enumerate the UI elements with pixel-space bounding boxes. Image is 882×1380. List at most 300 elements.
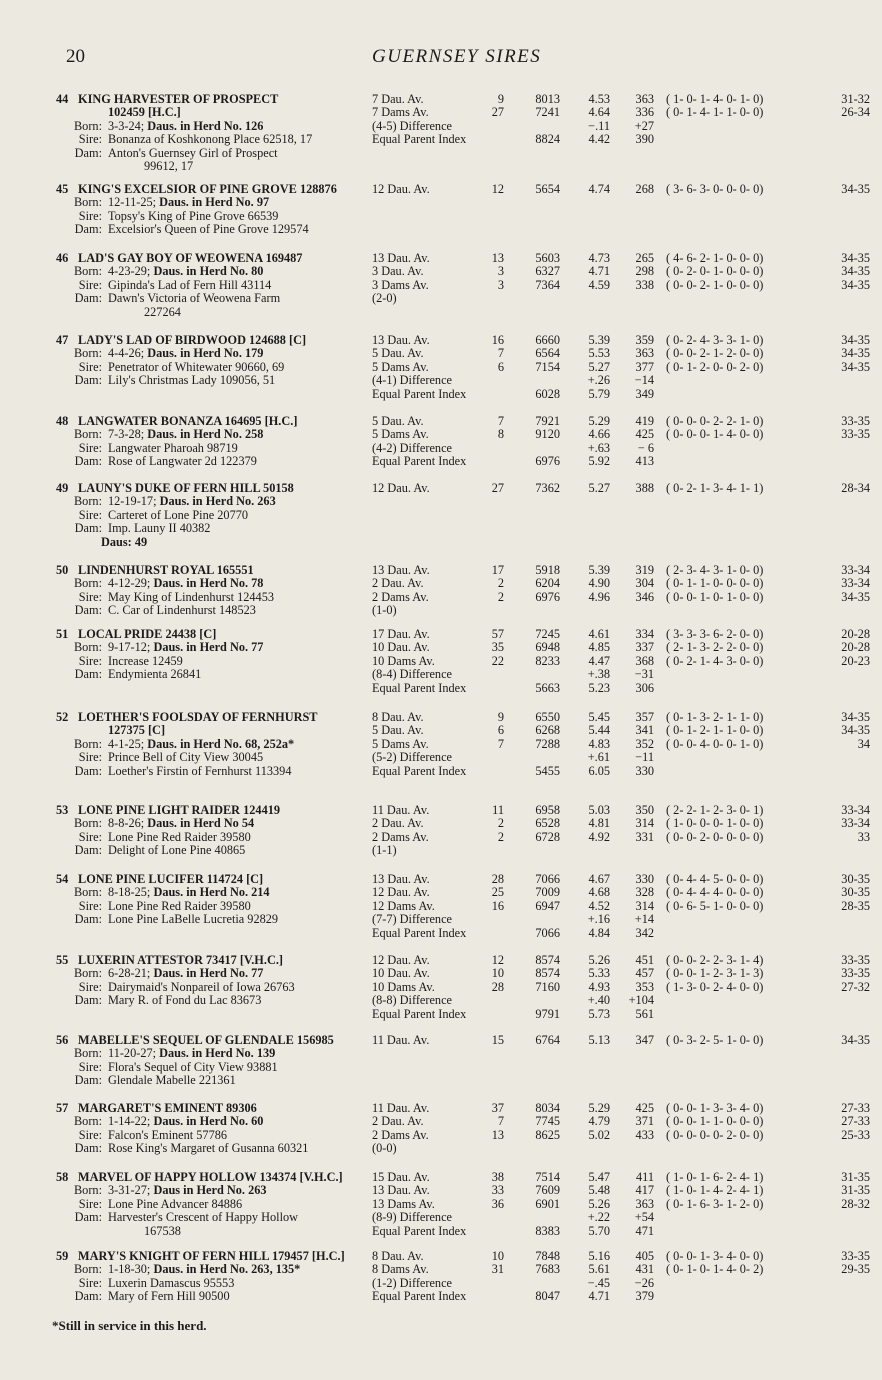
record-fat: 341 (635, 723, 654, 738)
record-milk: 6028 (535, 386, 560, 401)
born-date: 1-18-30; (108, 1262, 151, 1277)
sire-line (56, 1061, 374, 1074)
record-label: 7 Dau. Av. (372, 92, 424, 106)
sire-label: Sire: (78, 750, 102, 765)
born-label: Born: (73, 885, 102, 900)
dam-label: Dam: (74, 603, 102, 618)
record-test: 4.64 (588, 105, 610, 120)
record-years: 20-28 (841, 627, 870, 641)
record-fat: 561 (635, 1006, 654, 1021)
sire-name: LONE PINE LUCIFER 114724 [C] (78, 872, 264, 886)
record-fat: 431 (635, 1262, 654, 1277)
record-test: 5.13 (588, 1033, 610, 1047)
record-fat: 425 (635, 1101, 654, 1115)
record-distribution: ( 0- 0- 1- 0- 1- 0- 0) (666, 589, 764, 604)
dam-line (56, 223, 374, 236)
record-fat: 349 (635, 386, 654, 401)
dam-label: Dam: (74, 843, 102, 858)
record-test: 4.61 (588, 627, 610, 641)
record-fat: 405 (635, 1249, 654, 1263)
record-label: 2 Dau. Av. (372, 816, 424, 831)
record-distribution: ( 1- 0- 0- 0- 1- 0- 0) (666, 816, 764, 831)
record-years: 34 (857, 736, 870, 751)
born-label: Born: (73, 736, 102, 751)
dam-parent: Lily's Christmas Lady 109056, 51 (108, 373, 276, 388)
record-test: 5.39 (588, 563, 610, 577)
born-line (56, 428, 374, 441)
record-count: 37 (491, 1101, 504, 1115)
sire-line (56, 442, 374, 455)
sire-label: Sire: (78, 829, 102, 844)
dam-parent: Mary of Fern Hill 90500 (108, 1289, 230, 1304)
record-fat: 379 (635, 1289, 654, 1304)
sire-label: Sire: (78, 589, 102, 604)
sire-label: Sire: (78, 359, 102, 374)
record-test: 4.79 (588, 1114, 610, 1129)
record-distribution: ( 4- 6- 2- 1- 0- 0- 0) (666, 251, 764, 265)
record-fat: −31 (634, 667, 654, 682)
record-fat: 471 (635, 1223, 654, 1238)
born-label: Born: (73, 576, 102, 591)
record-milk: 7848 (535, 1249, 560, 1263)
sire-label: Sire: (78, 1196, 102, 1211)
record-fat: 336 (635, 105, 654, 120)
record-distribution: ( 0- 0- 1- 3- 3- 4- 0) (666, 1101, 764, 1115)
record-count: 31 (491, 1262, 504, 1277)
record-milk: 7066 (535, 925, 560, 940)
record-label: (1-2) Difference (372, 1275, 452, 1290)
born-date: 4-1-25; (108, 736, 145, 751)
record-count: 7 (497, 736, 504, 751)
herd-number: Daus. in Herd No. 258 (147, 427, 264, 442)
record-count: 11 (492, 803, 504, 817)
record-distribution: ( 3- 6- 3- 0- 0- 0- 0) (666, 182, 764, 196)
record-test: +.63 (587, 440, 610, 455)
sire-title (56, 804, 374, 817)
record-years: 34-35 (841, 264, 870, 279)
herd-number: Daus. in Herd No. 60 (153, 1114, 264, 1129)
sire-name: LOCAL PRIDE 24438 [C] (78, 627, 217, 641)
herd-number: Daus. in Herd No. 77 (153, 640, 264, 655)
record-milk: 8383 (535, 1223, 560, 1238)
record-test: 5.27 (588, 481, 610, 495)
sire-line (56, 509, 374, 522)
entry-number: 53 (56, 803, 69, 817)
record-test: 5.47 (588, 1170, 610, 1184)
sire-label: Sire: (78, 1275, 102, 1290)
sire-name: KING HARVESTER OF PROSPECT (78, 92, 279, 106)
record-distribution: ( 0- 0- 2- 1- 2- 0- 0) (666, 346, 764, 361)
record-milk: 6327 (535, 264, 560, 279)
entry-number: 51 (56, 627, 69, 641)
record-milk: 9120 (535, 427, 560, 442)
dam-parent: Endymienta 26841 (108, 667, 202, 682)
record-count: 10 (491, 1249, 504, 1263)
herd-number: Daus. in Herd No. 77 (153, 966, 264, 981)
sire-label: Sire: (78, 979, 102, 994)
record-test: +.26 (587, 373, 610, 388)
entry-number: 54 (56, 872, 69, 886)
dam-parent: Excelsior's Queen of Pine Grove 129574 (108, 222, 309, 237)
record-fat: 306 (635, 680, 654, 695)
born-date: 4-4-26; (108, 346, 145, 361)
sire-parent: Bonanza of Koshkonong Place 62518, 17 (108, 132, 313, 147)
record-test: +.22 (587, 1210, 610, 1225)
dam-line (56, 994, 374, 1007)
record-test: 5.03 (588, 803, 610, 817)
born-label: Born: (73, 640, 102, 655)
record-label: 10 Dau. Av. (372, 966, 430, 981)
record-count: 13 (491, 1127, 504, 1142)
sire-line (56, 751, 374, 764)
record-years: 25-33 (841, 1127, 870, 1142)
record-test: 4.81 (588, 816, 610, 831)
record-distribution: ( 0- 0- 0- 0- 2- 0- 0) (666, 1127, 764, 1142)
record-fat: 265 (635, 251, 654, 265)
record-label: (8-8) Difference (372, 993, 452, 1008)
record-years: 20-28 (841, 640, 870, 655)
born-date: 12-11-25; (108, 195, 157, 210)
record-label: (1-1) (372, 843, 397, 858)
record-fat: 330 (635, 872, 654, 886)
dam-label: Dam: (74, 454, 102, 469)
sire-details (56, 93, 374, 173)
dam-parent: Lone Pine LaBelle Lucretia 92829 (108, 912, 279, 927)
record-milk: 7609 (535, 1183, 560, 1198)
record-milk: 6728 (535, 829, 560, 844)
born-date: 9-17-12; (108, 640, 151, 655)
record-fat: 425 (635, 427, 654, 442)
sire-label: Sire: (78, 653, 102, 668)
record-years: 33-34 (841, 803, 870, 817)
born-line (56, 347, 374, 360)
born-line (56, 1263, 374, 1276)
record-distribution: ( 0- 1- 0- 1- 4- 0- 2) (666, 1262, 764, 1277)
record-milk: 7364 (535, 277, 560, 292)
record-count: 2 (497, 576, 504, 591)
dam-line (56, 1290, 374, 1303)
record-fat: 319 (635, 563, 654, 577)
born-label: Born: (73, 494, 102, 509)
record-fat: 331 (635, 829, 654, 844)
record-years: 34-35 (841, 723, 870, 738)
born-label: Born: (73, 1262, 102, 1277)
record-test: 4.93 (588, 979, 610, 994)
sire-title (56, 628, 374, 641)
record-distribution: ( 0- 1- 2- 0- 0- 2- 0) (666, 359, 764, 374)
record-count: 3 (497, 277, 504, 292)
record-count: 22 (491, 653, 504, 668)
dam-label: Dam: (74, 763, 102, 778)
record-years: 20-23 (841, 653, 870, 668)
record-years: 27-33 (841, 1114, 870, 1129)
record-distribution: ( 0- 0- 0- 1- 4- 0- 0) (666, 427, 764, 442)
record-years: 33-35 (841, 953, 870, 967)
record-milk: 8574 (535, 966, 560, 981)
sire-parent: Langwater Pharoah 98719 (108, 440, 238, 455)
record-distribution: ( 0- 0- 2- 0- 0- 0- 0) (666, 829, 764, 844)
dam-line (56, 668, 374, 681)
record-years: 30-35 (841, 872, 870, 886)
sire-details (56, 482, 374, 549)
record-distribution: ( 0- 1- 6- 3- 1- 2- 0) (666, 1196, 764, 1211)
record-label: 5 Dams Av. (372, 427, 429, 442)
entry-number: 56 (56, 1033, 69, 1047)
sire-label: Sire: (78, 898, 102, 913)
record-years: 28-34 (841, 481, 870, 495)
record-distribution: ( 0- 4- 4- 5- 0- 0- 0) (666, 872, 764, 886)
dam-line (56, 292, 374, 305)
record-label: 5 Dau. Av. (372, 723, 424, 738)
record-fat: 377 (635, 359, 654, 374)
sire-label: Sire: (78, 507, 102, 522)
record-milk: 6660 (535, 333, 560, 347)
record-count: 36 (491, 1196, 504, 1211)
record-distribution: ( 2- 3- 4- 3- 1- 0- 0) (666, 563, 764, 577)
record-count: 35 (491, 640, 504, 655)
record-count: 13 (491, 251, 504, 265)
record-milk: 7362 (535, 481, 560, 495)
record-label: 3 Dams Av. (372, 277, 429, 292)
record-test: 5.26 (588, 1196, 610, 1211)
herd-number: Daus. in Herd No. 97 (159, 195, 270, 210)
record-label: (5-2) Difference (372, 750, 452, 765)
record-milk: 8013 (535, 92, 560, 106)
record-fat: 419 (635, 414, 654, 428)
sire-title (56, 1034, 374, 1047)
record-test: 4.84 (588, 925, 610, 940)
born-label: Born: (73, 966, 102, 981)
record-test: 5.26 (588, 953, 610, 967)
record-label: (8-4) Difference (372, 667, 452, 682)
sire-parent: Topsy's King of Pine Grove 66539 (108, 208, 279, 223)
record-distribution: ( 0- 3- 2- 5- 1- 0- 0) (666, 1033, 764, 1047)
record-distribution: ( 0- 0- 1- 3- 4- 0- 0) (666, 1249, 764, 1263)
born-date: 3-31-27; (108, 1183, 151, 1198)
dam-label: Dam: (74, 222, 102, 237)
record-fat: +54 (634, 1210, 654, 1225)
sire-name: LANGWATER BONANZA 164695 [H.C.] (78, 414, 298, 428)
record-label: 11 Dau. Av. (372, 1101, 430, 1115)
record-test: 5.92 (588, 454, 610, 469)
footnote: *Still in service in this herd. (52, 1318, 207, 1333)
record-label: 2 Dams Av. (372, 1127, 429, 1142)
record-label: 12 Dau. Av. (372, 182, 430, 196)
born-line (56, 495, 374, 508)
record-test: −.11 (588, 118, 610, 133)
herd-number: Daus. in Herd No. 68, 252a* (147, 736, 295, 751)
record-years: 34-35 (841, 346, 870, 361)
record-test: 5.23 (588, 680, 610, 695)
record-fat: 298 (635, 264, 654, 279)
sire-details (56, 1171, 374, 1238)
sire-parent: Dairymaid's Nonpareil of Iowa 26763 (108, 979, 295, 994)
record-test: 4.66 (588, 427, 610, 442)
record-years: 34-35 (841, 1033, 870, 1047)
record-years: 26-34 (841, 105, 870, 120)
record-count: 2 (497, 829, 504, 844)
record-years: 31-35 (841, 1183, 870, 1198)
born-label: Born: (73, 1046, 102, 1061)
sire-name: MARVEL OF HAPPY HOLLOW 134374 [V.H.C.] (78, 1170, 343, 1184)
record-count: 16 (491, 898, 504, 913)
record-fat: 451 (635, 953, 654, 967)
record-test: 5.29 (588, 1101, 610, 1115)
record-label: 2 Dau. Av. (372, 576, 424, 591)
sire-details (56, 1102, 374, 1156)
born-line (56, 641, 374, 654)
record-label: 2 Dams Av. (372, 829, 429, 844)
herd-number: Daus. in Herd No. 263, 135* (153, 1262, 301, 1277)
record-fat: 363 (635, 346, 654, 361)
record-test: 4.53 (588, 92, 610, 106)
sire-details (56, 415, 374, 469)
sire-details (56, 804, 374, 858)
record-distribution: ( 0- 0- 4- 0- 0- 1- 0) (666, 736, 764, 751)
sire-details (56, 1034, 374, 1088)
record-test: 6.05 (588, 763, 610, 778)
record-count: 8 (497, 427, 504, 442)
sire-details (56, 873, 374, 927)
record-label: 13 Dau. Av. (372, 251, 430, 265)
record-fat: +14 (634, 912, 654, 927)
record-milk: 8034 (535, 1101, 560, 1115)
record-label: Equal Parent Index (372, 680, 467, 695)
record-count: 15 (491, 1033, 504, 1047)
record-distribution: ( 0- 2- 4- 3- 3- 1- 0) (666, 333, 764, 347)
record-milk: 6948 (535, 640, 560, 655)
record-test: 5.39 (588, 333, 610, 347)
entry-number: 45 (56, 182, 69, 196)
sire-title (56, 482, 374, 495)
record-test: 5.16 (588, 1249, 610, 1263)
born-label: Born: (73, 816, 102, 831)
dam-parent: Harvester's Crescent of Happy Hollow (108, 1210, 299, 1225)
record-test: 4.85 (588, 640, 610, 655)
born-label: Born: (73, 195, 102, 210)
herd-number: Daus. in Herd No. 139 (159, 1046, 276, 1061)
record-test: +.16 (587, 912, 610, 927)
herd-number: Daus. in Herd No. 126 (147, 118, 264, 133)
record-count: 9 (497, 92, 504, 106)
born-line (56, 577, 374, 590)
sire-line (56, 831, 374, 844)
born-line (56, 738, 374, 751)
dam-label: Dam: (74, 1141, 102, 1156)
record-distribution: ( 0- 2- 1- 4- 3- 0- 0) (666, 653, 764, 668)
sire-title (56, 1102, 374, 1115)
record-test: 5.44 (588, 723, 610, 738)
sire-details (56, 711, 374, 778)
dam-line (56, 147, 374, 160)
record-fat: 357 (635, 710, 654, 724)
record-count: 10 (491, 966, 504, 981)
sire-details (56, 1250, 374, 1304)
dam-continued: 167538 (144, 1223, 181, 1238)
born-label: Born: (73, 264, 102, 279)
sire-name: MABELLE'S SEQUEL OF GLENDALE 156985 (78, 1033, 334, 1047)
sire-line (56, 361, 374, 374)
record-count: 27 (491, 481, 504, 495)
born-line (56, 1184, 374, 1197)
record-fat: 457 (635, 966, 654, 981)
born-label: Born: (73, 1183, 102, 1198)
dam-line (56, 1211, 374, 1224)
record-count: 27 (491, 105, 504, 120)
record-count: 3 (497, 264, 504, 279)
record-label: 12 Dams Av. (372, 898, 435, 913)
born-date: 6-28-21; (108, 966, 151, 981)
sire-parent: Carteret of Lone Pine 20770 (108, 507, 249, 522)
record-distribution: ( 0- 1- 1- 0- 0- 0- 0) (666, 576, 764, 591)
record-years: 31-35 (841, 1170, 870, 1184)
record-fat: −26 (634, 1275, 654, 1290)
born-date: 7-3-28; (108, 427, 145, 442)
sire-name: LAUNY'S DUKE OF FERN HILL 50158 (78, 481, 294, 495)
sire-parent: Prince Bell of City View 30045 (108, 750, 264, 765)
record-fat: 330 (635, 763, 654, 778)
record-years: 28-35 (841, 898, 870, 913)
record-years: 34-35 (841, 589, 870, 604)
record-label: (1-0) (372, 603, 397, 618)
record-milk: 6550 (535, 710, 560, 724)
record-test: 4.90 (588, 576, 610, 591)
record-count: 2 (497, 589, 504, 604)
sire-parent: Increase 12459 (108, 653, 183, 668)
dam-line (56, 374, 374, 387)
record-fat: 359 (635, 333, 654, 347)
born-label: Born: (73, 346, 102, 361)
sire-line (56, 279, 374, 292)
record-test: 4.59 (588, 277, 610, 292)
running-head: GUERNSEY SIRES (372, 46, 542, 67)
record-label: 15 Dau. Av. (372, 1170, 430, 1184)
record-test: 5.53 (588, 346, 610, 361)
record-label: 2 Dams Av. (372, 589, 429, 604)
record-fat: 363 (635, 92, 654, 106)
record-label: 11 Dau. Av. (372, 1033, 430, 1047)
record-years: 30-35 (841, 885, 870, 900)
page-number: 20 (66, 46, 85, 67)
record-test: +.61 (587, 750, 610, 765)
record-years: 33-35 (841, 966, 870, 981)
record-test: 4.71 (588, 264, 610, 279)
record-test: 4.42 (588, 132, 610, 147)
sire-label: Sire: (78, 1059, 102, 1074)
herd-number: Daus. in Herd No 54 (147, 816, 255, 831)
record-distribution: ( 0- 4- 4- 4- 0- 0- 0) (666, 885, 764, 900)
record-label: 8 Dams Av. (372, 1262, 429, 1277)
record-test: 4.47 (588, 653, 610, 668)
record-years: 34-35 (841, 710, 870, 724)
record-count: 33 (491, 1183, 504, 1198)
record-years: 33-34 (841, 563, 870, 577)
record-milk: 8824 (535, 132, 560, 147)
record-count: 7 (497, 414, 504, 428)
sire-details (56, 954, 374, 1008)
born-line (56, 120, 374, 133)
registration: 102459 [H.C.] (108, 105, 181, 120)
dam-parent: Delight of Lone Pine 40865 (108, 843, 246, 858)
sire-label: Sire: (78, 208, 102, 223)
record-label: 5 Dau. Av. (372, 346, 424, 361)
record-milk: 5663 (535, 680, 560, 695)
record-milk: 7066 (535, 872, 560, 886)
entry-number: 50 (56, 563, 69, 577)
sire-title (56, 1250, 374, 1263)
record-test: 5.48 (588, 1183, 610, 1198)
record-label: (7-7) Difference (372, 912, 452, 927)
